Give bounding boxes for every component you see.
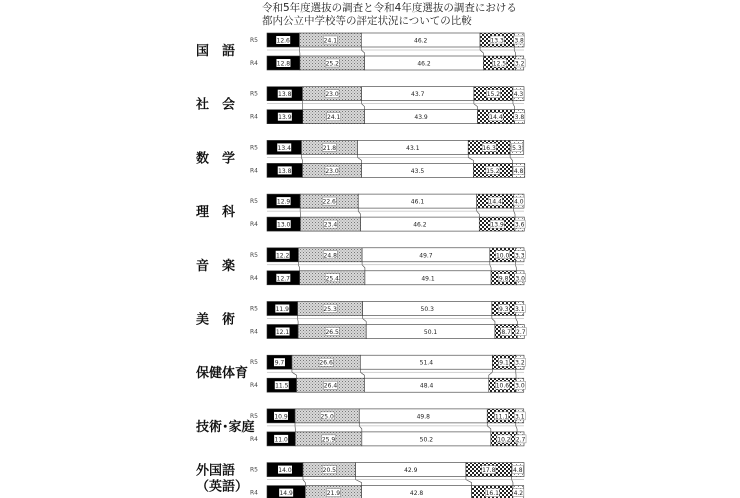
subject-label: 国 語 (196, 44, 236, 59)
connector-line (514, 208, 515, 217)
year-label: R4 (250, 435, 258, 443)
data-label: 42.8 (409, 490, 424, 498)
data-label: 12.7 (276, 275, 290, 283)
data-label: 23.4 (323, 221, 338, 229)
year-label: R5 (250, 412, 258, 420)
connector-line (510, 154, 512, 163)
connector-line (466, 477, 472, 486)
data-label: 3.3 (514, 252, 525, 260)
data-label: 9.3 (499, 306, 509, 313)
data-label: 3.0 (515, 275, 525, 283)
data-label: 51.4 (419, 359, 434, 367)
data-label: 49.7 (419, 252, 433, 260)
data-label: 20.5 (322, 467, 337, 475)
data-label: 14.4 (489, 114, 503, 122)
connector-line (492, 316, 495, 325)
data-label: 10.9 (274, 413, 288, 421)
connector-line (356, 477, 362, 486)
data-label: 12.2 (275, 252, 290, 260)
year-label: R4 (250, 274, 258, 282)
data-label: 43.1 (406, 144, 420, 152)
year-label: R4 (250, 328, 258, 336)
connector-line (514, 47, 515, 56)
data-label: 3.2 (514, 60, 525, 68)
connector-line (361, 47, 364, 56)
year-label: R4 (250, 60, 258, 67)
subject-label: 理 科 (196, 205, 236, 221)
connector-line (468, 154, 473, 163)
data-label: 25.3 (323, 306, 337, 313)
year-label: R4 (250, 113, 258, 121)
data-label: 3.8 (514, 114, 525, 122)
connector-line (363, 316, 367, 325)
connector-line (362, 101, 365, 110)
data-label: 12.9 (276, 198, 291, 206)
data-label: 42.9 (404, 467, 418, 475)
data-label: 4.8 (513, 467, 523, 475)
subject-label: 外国語 (196, 463, 236, 479)
data-label: 43.7 (411, 91, 425, 99)
connector-line (358, 208, 360, 217)
subject-label: 技術･家庭 (196, 419, 255, 435)
data-label: 16.3 (482, 144, 496, 152)
chart-title-line-1: 令和5年度選抜の調査と令和4年度選抜の調査における (262, 2, 517, 14)
data-label: 26.4 (323, 382, 338, 390)
connector-line (299, 47, 300, 56)
data-label: 2.7 (515, 436, 526, 444)
data-label: 46.2 (413, 221, 427, 229)
data-label: 12.8 (276, 60, 291, 68)
data-label: 4.8 (513, 167, 524, 175)
data-label: 25.2 (325, 60, 339, 68)
data-label: 13.8 (278, 91, 292, 99)
year-label: R5 (250, 37, 258, 44)
subject-label: 社 会 (196, 97, 236, 113)
data-label: 13.4 (277, 144, 291, 152)
connector-line (292, 369, 297, 378)
connector-line (513, 101, 515, 110)
data-label: 3.6 (514, 221, 525, 229)
data-label: 4.3 (513, 91, 524, 99)
data-label: 10.0 (495, 252, 510, 260)
connector-line (487, 423, 491, 432)
data-label: 25.9 (321, 436, 336, 444)
data-label: 11.1 (494, 413, 509, 421)
connector-line (516, 316, 518, 325)
data-label: 50.1 (423, 329, 438, 336)
data-label: 8.7 (501, 329, 511, 336)
data-label: 48.4 (419, 382, 434, 390)
data-label: 9.1 (499, 359, 509, 367)
connector-line (474, 101, 478, 110)
data-label: 25.0 (320, 413, 334, 421)
subject-label: 保健体育 (196, 366, 249, 382)
data-label: 24.1 (323, 37, 338, 45)
data-label: 13.9 (278, 114, 292, 122)
data-label: 21.9 (326, 490, 341, 498)
connector-line (359, 423, 362, 432)
data-label: 5.3 (512, 144, 522, 152)
data-label: 10.2 (497, 436, 511, 444)
data-label: 49.1 (421, 275, 435, 283)
data-label: 13.9 (490, 221, 504, 229)
connector-line (298, 316, 299, 325)
data-label: 26.5 (325, 329, 339, 336)
connector-line (303, 477, 305, 486)
year-label: R5 (250, 359, 258, 367)
data-label: 9.8 (498, 275, 509, 283)
connector-line (480, 47, 483, 56)
data-label: 25.4 (325, 275, 339, 283)
data-label: 13.3 (490, 37, 504, 45)
connector-line (512, 477, 513, 486)
data-label: 46.1 (410, 198, 425, 206)
data-label: 9.7 (274, 359, 285, 367)
connector-line (516, 423, 517, 432)
data-label: 12.6 (276, 37, 290, 45)
connector-line (301, 154, 302, 163)
data-label: 12.5 (492, 60, 507, 68)
data-label: 24.1 (327, 114, 341, 122)
data-label: 3.1 (514, 306, 525, 313)
data-label: 22.6 (322, 198, 336, 206)
data-label: 24.8 (323, 252, 337, 260)
data-label: 17.8 (482, 467, 496, 475)
data-label: 21.8 (322, 144, 337, 152)
data-label: 16.1 (485, 490, 499, 498)
subject-label: （英語） (196, 479, 249, 495)
data-label: 50.3 (420, 306, 434, 313)
year-label: R5 (250, 144, 258, 152)
data-label: 15.2 (486, 167, 500, 175)
data-label: 11.0 (274, 436, 288, 444)
data-label: 23.0 (325, 91, 339, 99)
data-label: 46.2 (414, 37, 428, 45)
data-label: 49.8 (416, 413, 430, 421)
connector-line (516, 262, 517, 271)
data-label: 14.9 (279, 490, 293, 498)
data-label: 3.0 (515, 382, 525, 390)
connector-line (489, 369, 493, 378)
data-label: 4.0 (514, 198, 524, 206)
data-label: 43.5 (410, 167, 425, 175)
data-label: 46.2 (417, 60, 431, 68)
data-label: 15.2 (486, 91, 501, 99)
data-label: 13.8 (278, 167, 292, 175)
connector-line (298, 262, 299, 271)
data-label: 3.2 (515, 359, 525, 367)
data-label: 3.1 (514, 413, 525, 421)
chart-title-line-2: 都内公立中学校等の評定状況についての比較 (262, 15, 472, 27)
year-label: R4 (250, 382, 258, 390)
year-label: R5 (250, 466, 258, 474)
data-label: 11.5 (275, 382, 289, 390)
data-label: 3.8 (514, 37, 524, 45)
data-label: 26.6 (319, 359, 333, 367)
year-label: R4 (250, 489, 258, 497)
subject-label: 数 学 (196, 151, 236, 167)
year-label: R5 (250, 198, 258, 206)
connector-line (477, 208, 480, 217)
data-label: 13.0 (277, 221, 291, 229)
data-label: 12.1 (275, 329, 290, 336)
data-label: 10.6 (495, 382, 510, 390)
data-label: 14.0 (278, 467, 292, 475)
data-label: 43.9 (414, 114, 428, 122)
data-label: 50.2 (419, 436, 434, 444)
data-label: 11.9 (275, 306, 289, 313)
year-label: R4 (250, 167, 258, 175)
year-label: R5 (250, 305, 258, 313)
data-label: 4.2 (513, 490, 524, 498)
connector-line (360, 369, 364, 378)
subject-label: 音 楽 (196, 258, 236, 274)
connector-line (362, 262, 365, 271)
connector-line (490, 262, 491, 271)
year-label: R4 (250, 221, 258, 229)
connector-line (357, 154, 361, 163)
data-label: 14.4 (488, 198, 502, 206)
subject-label: 美 術 (196, 312, 236, 328)
data-label: 23.0 (325, 167, 339, 175)
year-label: R5 (250, 90, 258, 98)
data-label: 2.7 (516, 329, 526, 336)
year-label: R5 (250, 251, 258, 259)
